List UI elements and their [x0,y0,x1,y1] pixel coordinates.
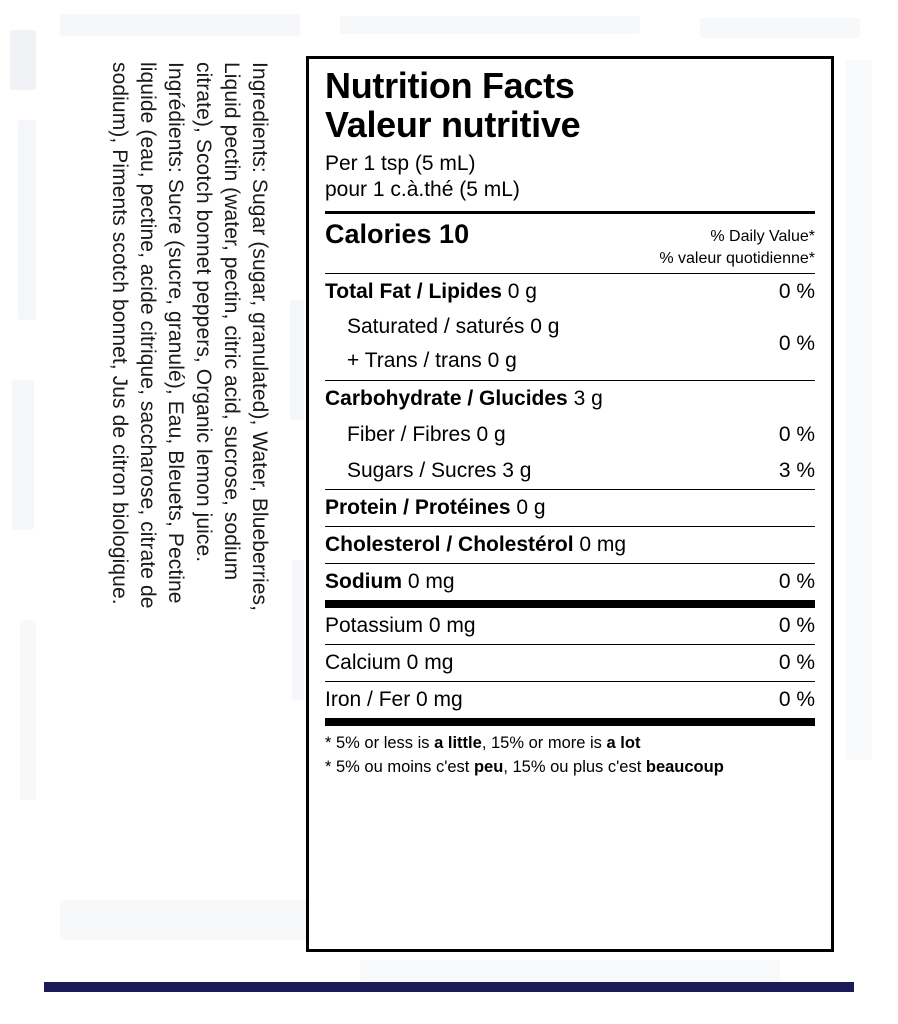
paper-texture-speckle [340,16,640,34]
row-total-fat-name [325,280,779,304]
row-fiber-pct: 0 % [778,423,815,447]
bottom-color-bar [44,982,854,992]
nutrition-facts-panel [306,56,834,952]
calories-label: Calories 10 [325,219,470,250]
paper-texture-speckle [700,18,860,38]
footnote-fr-part1: * 5% ou moins c'est [325,758,474,777]
row-protein-value: 0 g [510,496,546,520]
footnote-fr-beaucoup: beaucoup [645,758,724,777]
divider-thick-footnote [325,718,815,726]
row-calcium [325,645,815,681]
row-carbohydrate-name [325,387,815,411]
row-potassium [325,608,815,644]
footnote-fr-part2: , 15% ou plus c'est [503,758,646,777]
ingredients-line: sodium), Piments scotch bonnet, Jus de citron biologique. [108,62,131,605]
paper-texture-speckle [20,620,36,800]
row-iron [325,682,815,718]
paper-texture-speckle [846,60,872,760]
row-total-fat-value: 0 g [501,280,537,304]
ingredients-line: Ingrédients: Sucre (sucre, granulé), Eau, Bleuets, Pectine [164,62,187,604]
divider-thick-sodium [325,600,815,608]
fat-subrows-pct: 0 % [778,332,815,356]
paper-texture-speckle [292,560,304,700]
footnote-fr [325,756,815,780]
row-sugars-name: Sugars / Sucres 3 g [347,459,532,483]
row-sodium-name [325,570,779,594]
row-iron-name: Iron / Fer 0 mg [325,688,463,712]
row-cholesterol-name [325,533,815,557]
row-total-fat-label: Total Fat / Lipides [325,280,502,304]
ingredients-line: Liquid pectin (water, pectin, citric acid, sucrose, sodium [220,62,243,581]
paper-texture-speckle [18,120,36,320]
row-cholesterol-value: 0 mg [573,533,627,557]
row-carbohydrate-label: Carbohydrate / Glucides [325,387,568,411]
row-potassium-pct: 0 % [778,614,815,638]
paper-texture-speckle [290,300,304,420]
row-sodium-label: Sodium [325,570,402,594]
paper-texture-speckle [12,380,34,530]
footnote-en-part1: * 5% or less is [325,734,435,753]
footnote-en-alot: a lot [606,734,641,753]
fat-subrow-lines [325,310,779,378]
row-fiber-name: Fiber / Fibres 0 g [347,423,506,447]
ingredients-line: citrate), Scotch bonnet peppers, Organic lemon juice. [192,62,215,563]
row-saturated-fat: Saturated / saturés 0 g [347,315,560,339]
footnote-en-little: a little [434,734,482,753]
row-cholesterol-label: Cholesterol / Cholestérol [325,533,574,557]
row-iron-pct: 0 % [778,688,815,712]
nutrition-facts-title-fr: Valeur nutritive [325,103,581,145]
ingredients-statement [38,62,288,892]
nutrition-facts-title-en: Nutrition Facts [325,65,575,106]
row-calcium-pct: 0 % [778,651,815,675]
row-sodium [325,564,815,600]
paper-texture-speckle [60,900,320,940]
paper-texture-speckle [60,14,300,36]
paper-texture-speckle [10,30,36,90]
row-calcium-name: Calcium 0 mg [325,651,454,675]
row-carbohydrate [325,381,815,417]
ingredients-line: Ingredients: Sugar (sugar, granulated), Water, Blueberries, [248,62,271,612]
row-sugars-pct: 3 % [778,459,815,483]
daily-value-header-fr: % valeur quotidienne* [659,249,815,267]
row-carbohydrate-value: 3 g [567,387,603,411]
row-total-fat [325,274,815,310]
row-cholesterol [325,527,815,563]
serving-size-en: Per 1 tsp (5 mL) [325,151,476,175]
row-total-fat-pct: 0 % [778,280,815,304]
row-potassium-name: Potassium 0 mg [325,614,476,638]
row-protein-label: Protein / Protéines [325,496,511,520]
row-trans-fat: + Trans / trans 0 g [347,349,517,373]
row-protein-name [325,496,815,520]
row-protein [325,490,815,526]
daily-value-header-en: % Daily Value* [710,228,815,246]
footnote-fr-peu: peu [473,758,504,777]
fat-subrows [325,310,815,378]
row-sodium-pct: 0 % [778,570,815,594]
ingredients-line: liquide (eau, pectine, acide citrique, saccharose, citrate de [136,62,159,609]
row-fiber [325,417,815,453]
calories-row [325,214,815,273]
paper-texture-speckle [360,960,780,982]
row-sodium-value: 0 mg [402,570,455,594]
daily-value-header [659,220,815,269]
row-sugars [325,453,815,489]
footnote-en-part2: , 15% or more is [481,734,607,753]
footnote-en [325,726,815,756]
serving-size-fr: pour 1 c.à.thé (5 mL) [325,178,520,201]
